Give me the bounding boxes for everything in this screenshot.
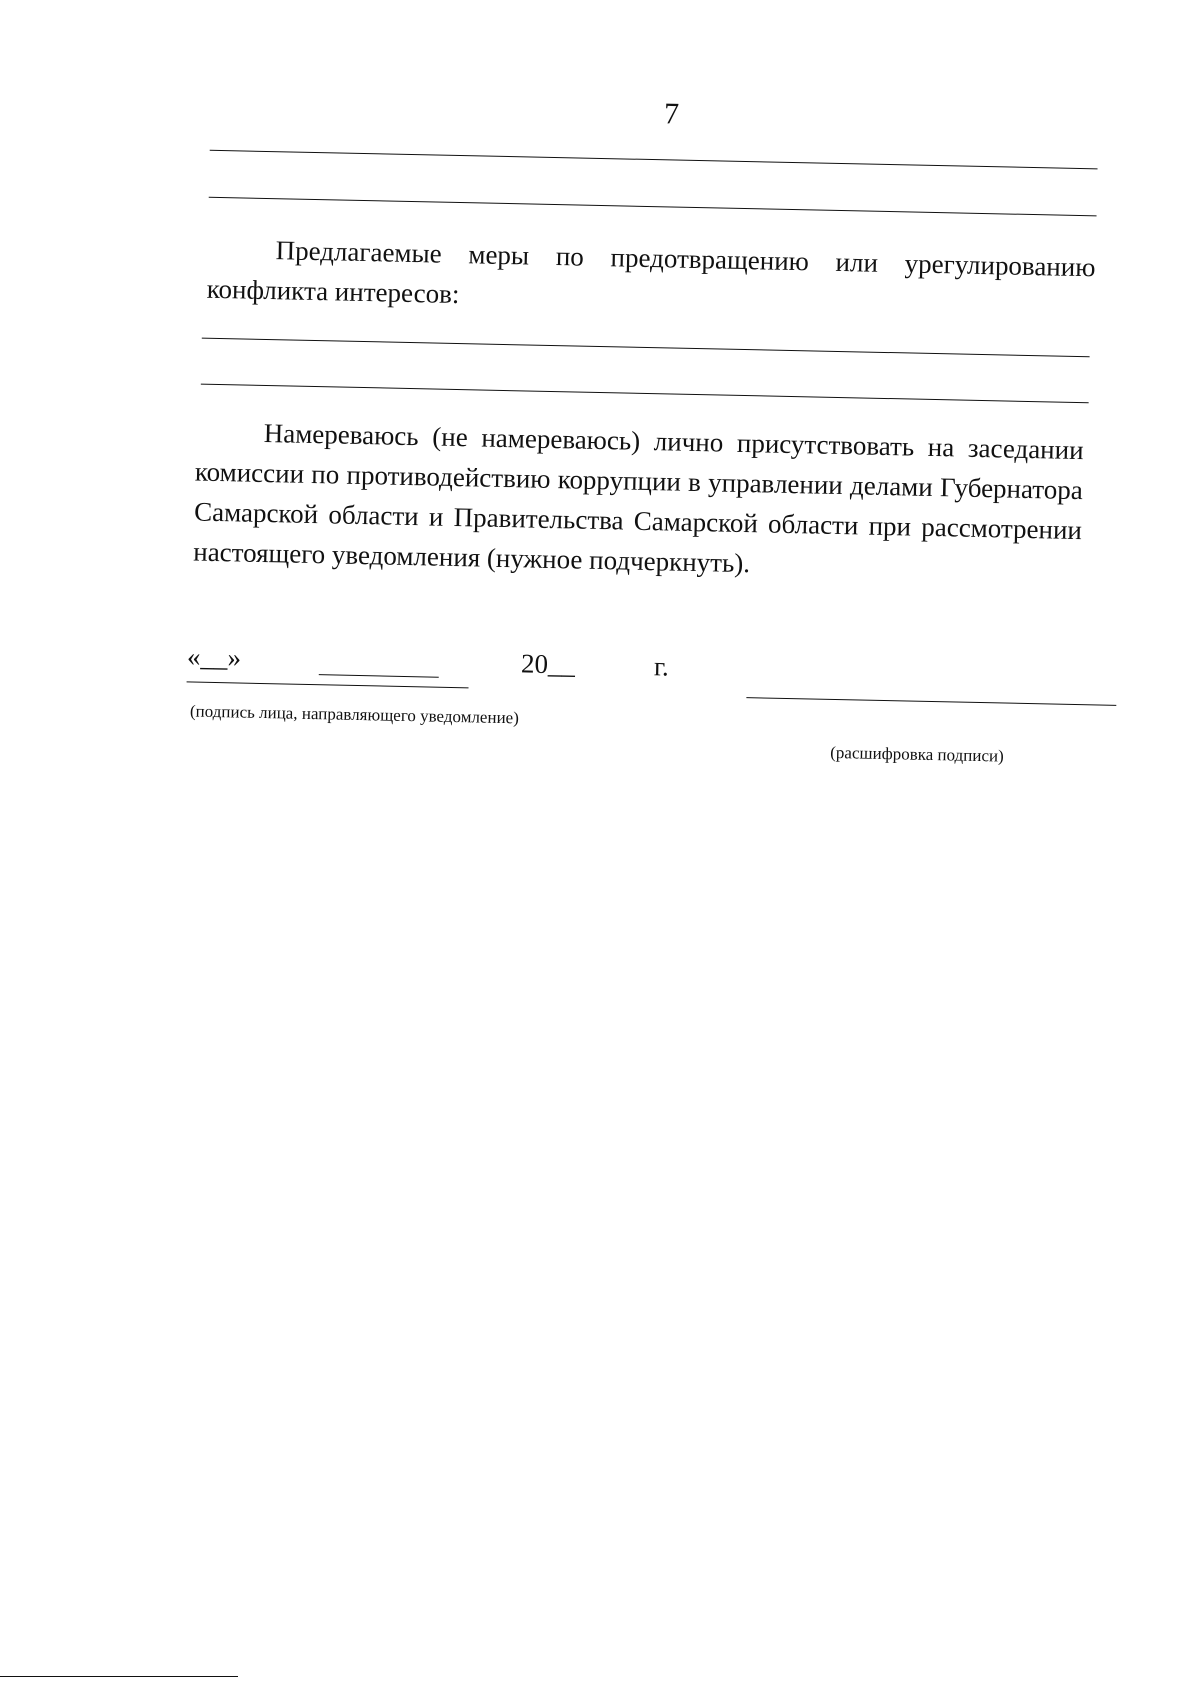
decoding-line [746, 697, 1116, 706]
blank-line [209, 197, 1097, 217]
intent-word: управлении [707, 467, 844, 501]
date-day: «__» [186, 641, 242, 673]
intent-word: заседании [967, 432, 1084, 466]
blank-line [202, 338, 1090, 358]
page-number: 7 [663, 97, 680, 131]
blank-line [210, 150, 1098, 170]
intent-word: области [328, 499, 420, 532]
intent-word: при [868, 510, 912, 542]
intent-word: делами [849, 470, 934, 502]
intent-word: на [927, 431, 955, 463]
measures-word: предотвращению [610, 242, 810, 277]
intent-word: коррупции [557, 464, 682, 497]
intent-word: Самарской [193, 496, 319, 530]
intent-word: противодействию [346, 459, 551, 494]
intent-word: намереваюсь) [481, 422, 641, 456]
intent-word: лично [653, 426, 724, 458]
measures-word: Предлагаемые [275, 235, 443, 269]
date-month-blank [319, 674, 439, 678]
intent-word: Намереваюсь [263, 417, 419, 452]
blank-line [201, 384, 1089, 404]
intent-word: (не [432, 421, 469, 453]
intent-word: комиссии [194, 456, 305, 489]
intent-paragraph [193, 412, 1084, 591]
measures-word: по [555, 241, 585, 272]
intent-word: и [428, 501, 444, 532]
measures-paragraph [206, 229, 1095, 328]
signature-line [187, 681, 469, 688]
intent-word: Правительства [453, 501, 624, 536]
footnote-separator [0, 1676, 238, 1677]
intent-word: Губернатора [939, 472, 1084, 506]
intent-word: в [687, 466, 702, 498]
signature-caption: (подпись лица, направляющего уведомление) [189, 701, 520, 728]
date-year: 20__ [520, 648, 576, 680]
intent-word: Самарской [633, 505, 759, 539]
measures-word: или [835, 246, 879, 278]
intent-word: присутствовать [736, 427, 915, 462]
intent-word: по [311, 458, 340, 490]
measures-line-2: конфликта интересов: [206, 273, 460, 310]
date-year-suffix: г. [653, 651, 670, 682]
intent-word: области [767, 508, 859, 541]
intent-word: настоящего уведомления (нужное подчеркнуть). [193, 536, 751, 579]
decoding-caption: (расшифровка подписи) [830, 742, 1004, 766]
intent-word: рассмотрении [920, 511, 1083, 546]
measures-word: меры [468, 239, 530, 271]
measures-word: урегулированию [904, 248, 1096, 283]
